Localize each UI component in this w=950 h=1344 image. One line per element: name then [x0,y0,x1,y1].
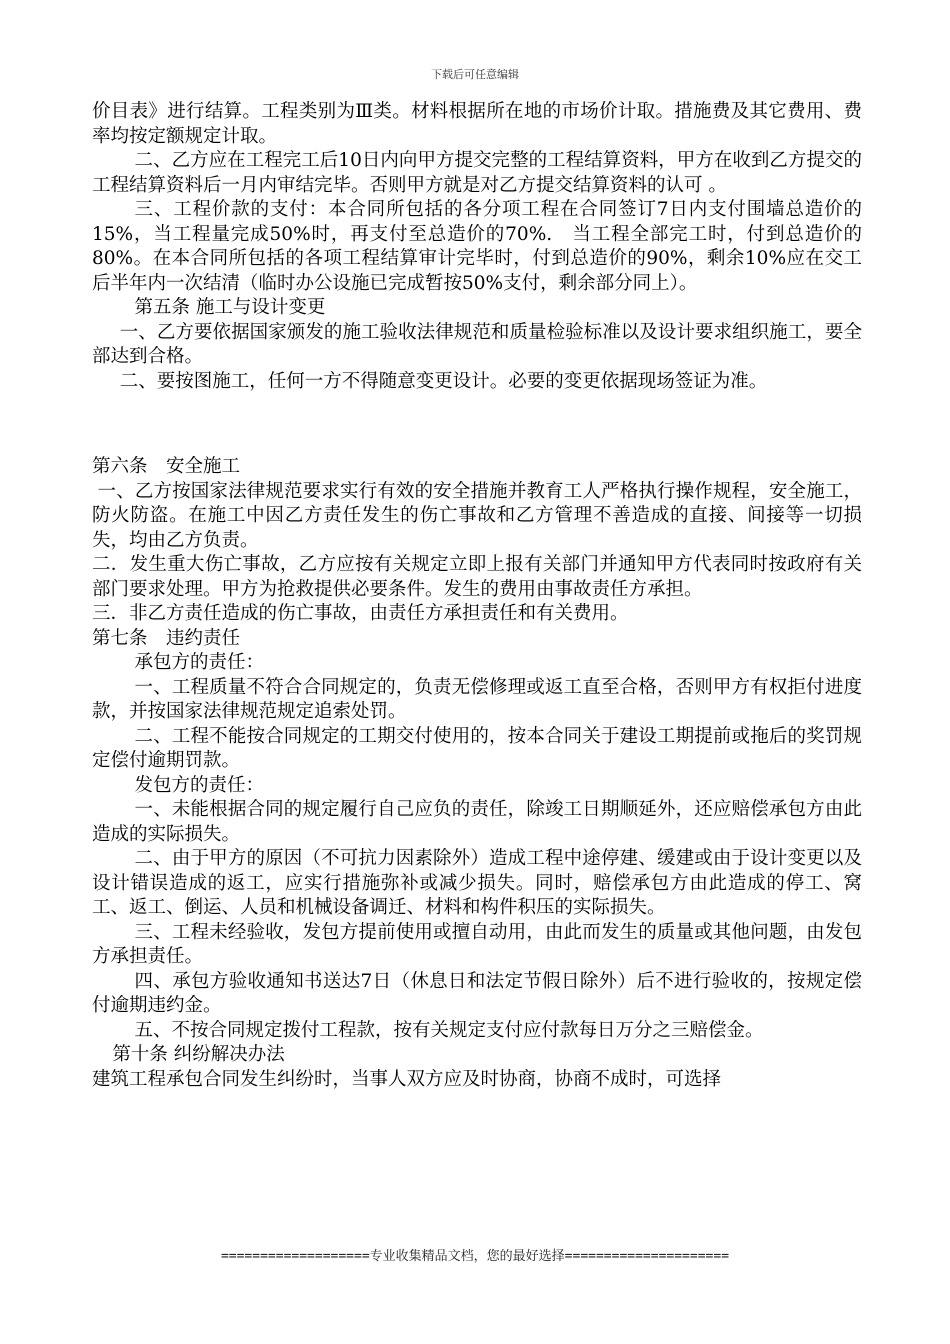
paragraph: 三．非乙方责任造成的伤亡事故，由责任方承担责任和有关费用。 [92,603,629,624]
paragraph: 四、承包方验收通知书送达7日（休息日和法定节假日除外）后不进行验收的，按规定偿付逾期违约金。 [92,970,862,1016]
paragraph: 一、工程质量不符合合同规定的，负责无偿修理或返工直至合格，否则甲方有权拒付进度款，并按国家法律规范规定追索处罚。 [92,676,862,722]
paragraph: 二．发生重大伤亡事故，乙方应按有关规定立即上报有关部门并通知甲方代表同时按政府有关部门要求处理。甲方为抢救提供必要条件。发生的费用由事故责任方承担。 [92,554,862,600]
paragraph: 建筑工程承包合同发生纠纷时，当事人双方应及时协商，协商不成时，可选择 [92,1068,722,1090]
paragraph: 价目表》进行结算。工程类别为Ⅲ类。材料根据所在地的市场价计取。措施费及其它费用、费率均按定额规定计取。 [92,101,862,147]
paragraph: 二、要按图施工，任何一方不得随意变更设计。必要的变更依据现场签证为准。 [119,370,768,392]
paragraph: 三、工程未经验收，发包方提前使用或擅自动用，由此而发生的质量或其他问题，由发包方承担责任。 [92,921,862,967]
page-header: 下载后可任意编辑 [431,68,519,81]
document-body [92,100,862,1092]
paragraph: 一、乙方按国家法律规范要求实行有效的安全措施并教育工人严格执行操作规程，安全施工，防火防盗。在施工中因乙方责任发生的伤亡事故和乙方管理不善造成的直接、间接等一切损失，均由乙方负责。 [92,480,862,551]
paragraph: 一、未能根据合同的规定履行自己应负的责任，除竣工日期顺延外，还应赔偿承包方由此造成的实际损失。 [92,799,862,845]
paragraph: 三、工程价款的支付：本合同所包括的各分项工程在合同签订7日内支付围墙总造价的15%，当工程量完成50%时，再支付至总造价的70%. 当工程全部完工时，付到总造价的80%。在本合同所包括的各项工程结算审计完毕时，付到总造价的90%，剩余10%应在交工后半年内一次结清（临时办公设施已完成暂按50%支付，剩余部分同上）。 [92,199,862,294]
page-footer: ===================专业收集精品文档，您的最好选择===================== [220,1249,730,1264]
paragraph-gap [92,413,862,437]
paragraph: 第五条 施工与设计变更 [134,297,326,318]
paragraph: 二、工程不能按合同规定的工期交付使用的，按本合同关于建设工期提前或拖后的奖罚规定偿付逾期罚款。 [92,725,862,771]
paragraph: 发包方的责任： [134,774,265,796]
paragraph: 第七条 违约责任 [92,627,241,649]
paragraph: 一、乙方要依据国家颁发的施工验收法律规范和质量检验标准以及设计要求组织施工，要全部达到合格。 [92,321,862,367]
paragraph: 第六条 安全施工 [92,456,241,477]
paragraph: 二、由于甲方的原因（不可抗力因素除外）造成工程中途停建、缓建或由于设计变更以及设计错误造成的返工，应实行措施弥补或减少损失。同时，赔偿承包方由此造成的停工、窝工、返工、倒运、人员和机械设备调迁、材料和构件积压的实际损失。 [92,848,862,918]
paragraph: 第十条 纠纷解决办法 [112,1044,285,1065]
paragraph: 二、乙方应在工程完工后10日内向甲方提交完整的工程结算资料，甲方在收到乙方提交的工程结算资料后一月内审结完毕。否则甲方就是对乙方提交结算资料的认可 。 [92,150,862,196]
paragraph: 五、不按合同规定拨付工程款，按有关规定支付应付款每日万分之三赔偿金。 [134,1019,764,1041]
paragraph: 承包方的责任： [134,652,265,673]
